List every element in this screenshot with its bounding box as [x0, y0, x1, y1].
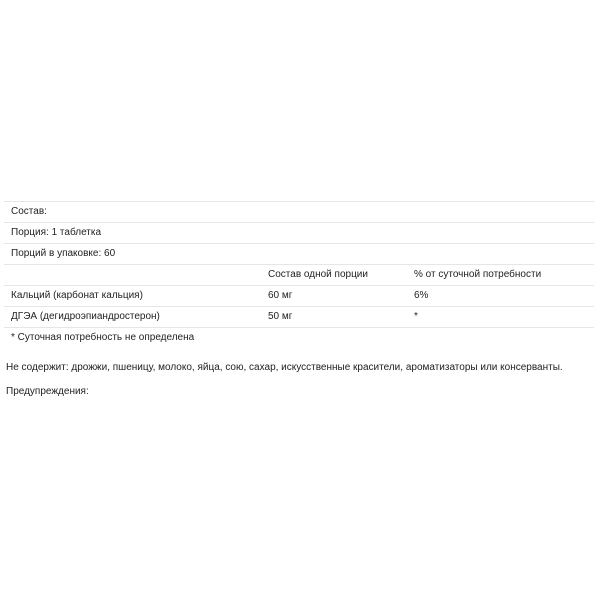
ingredient-amount: 50 мг — [268, 311, 293, 322]
footnote-row — [4, 328, 594, 348]
composition-row — [4, 202, 594, 223]
serving-size-row — [4, 223, 594, 244]
ingredient-name: Кальций (карбонат кальция) — [11, 290, 143, 301]
does-not-contain-note: Не содержит: дрожжи, пшеницу, молоко, яйца, сою, сахар, искусственные красители, ароматизаторы или консерванты. — [6, 362, 563, 373]
table-row — [4, 286, 594, 307]
ingredient-daily-value: * — [414, 311, 418, 322]
table-row — [4, 307, 594, 328]
column-header-per-serving: Состав одной порции — [268, 269, 368, 280]
ingredient-daily-value: 6% — [414, 290, 429, 301]
composition-label: Состав: — [11, 206, 47, 217]
servings-per-container: Порций в упаковке: 60 — [11, 248, 116, 259]
table-header-row — [4, 265, 594, 286]
serving-size: Порция: 1 таблетка — [11, 227, 102, 238]
column-header-daily-value: % от суточной потребности — [414, 269, 542, 280]
warnings-heading: Предупреждения: — [6, 386, 89, 397]
daily-value-footnote: * Суточная потребность не определена — [11, 332, 195, 343]
ingredient-amount: 60 мг — [268, 290, 293, 301]
supplement-facts-table — [4, 201, 594, 348]
servings-per-container-row — [4, 244, 594, 265]
ingredient-name: ДГЭА (дегидроэпиандростерон) — [11, 311, 160, 322]
